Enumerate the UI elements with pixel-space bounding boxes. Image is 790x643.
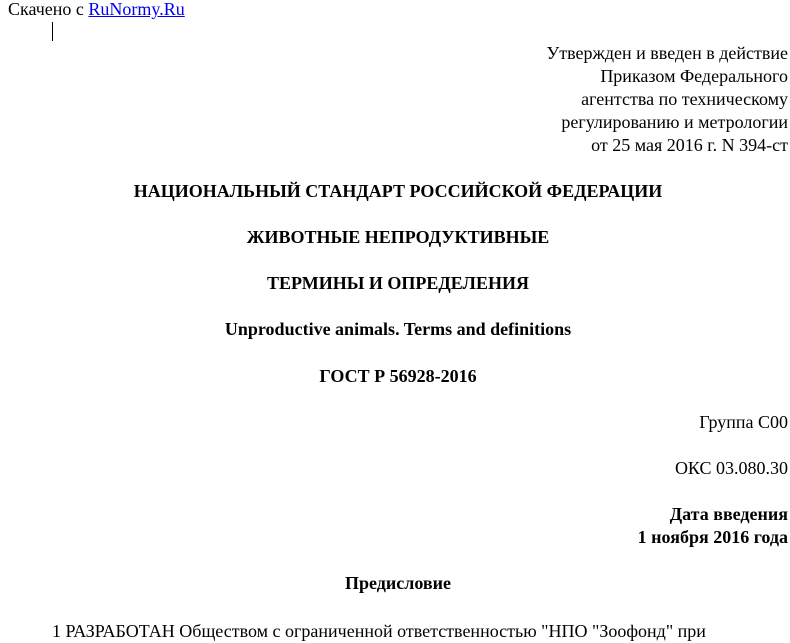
approval-line: агентства по техническому xyxy=(581,89,788,109)
standard-code: ГОСТ Р 56928-2016 xyxy=(319,366,477,386)
source-link[interactable]: RuNormy.Ru xyxy=(88,0,185,19)
text-cursor xyxy=(52,22,53,41)
source-prefix: Скачено с xyxy=(8,0,89,19)
document-subtitle: ТЕРМИНЫ И ОПРЕДЕЛЕНИЯ xyxy=(267,273,529,293)
english-title: Unproductive animals. Terms and definitions xyxy=(224,319,572,339)
standard-type-heading: НАЦИОНАЛЬНЫЙ СТАНДАРТ РОССИЙСКОЙ ФЕДЕРАЦИИ xyxy=(133,181,663,201)
approval-line: от 25 мая 2016 г. N 394-ст xyxy=(591,135,788,155)
approval-line: регулированию и метрологии xyxy=(561,112,788,132)
foreword-heading: Предисловие xyxy=(345,573,451,593)
foreword-paragraph: 1 РАЗРАБОТАН Обществом с ограниченной ответственностью "НПО "Зоофонд" при xyxy=(52,621,706,641)
effective-date: 1 ноября 2016 года xyxy=(637,527,788,547)
document-title: ЖИВОТНЫЕ НЕПРОДУКТИВНЫЕ xyxy=(246,227,550,247)
approval-block xyxy=(368,42,788,157)
group-code: Группа С00 xyxy=(699,412,788,432)
effective-date-label: Дата введения xyxy=(669,504,788,524)
source-line xyxy=(8,0,185,21)
approval-line: Утвержден и введен в действие xyxy=(546,43,788,63)
approval-line: Приказом Федерального xyxy=(600,66,788,86)
oks-code: ОКС 03.080.30 xyxy=(674,458,788,478)
